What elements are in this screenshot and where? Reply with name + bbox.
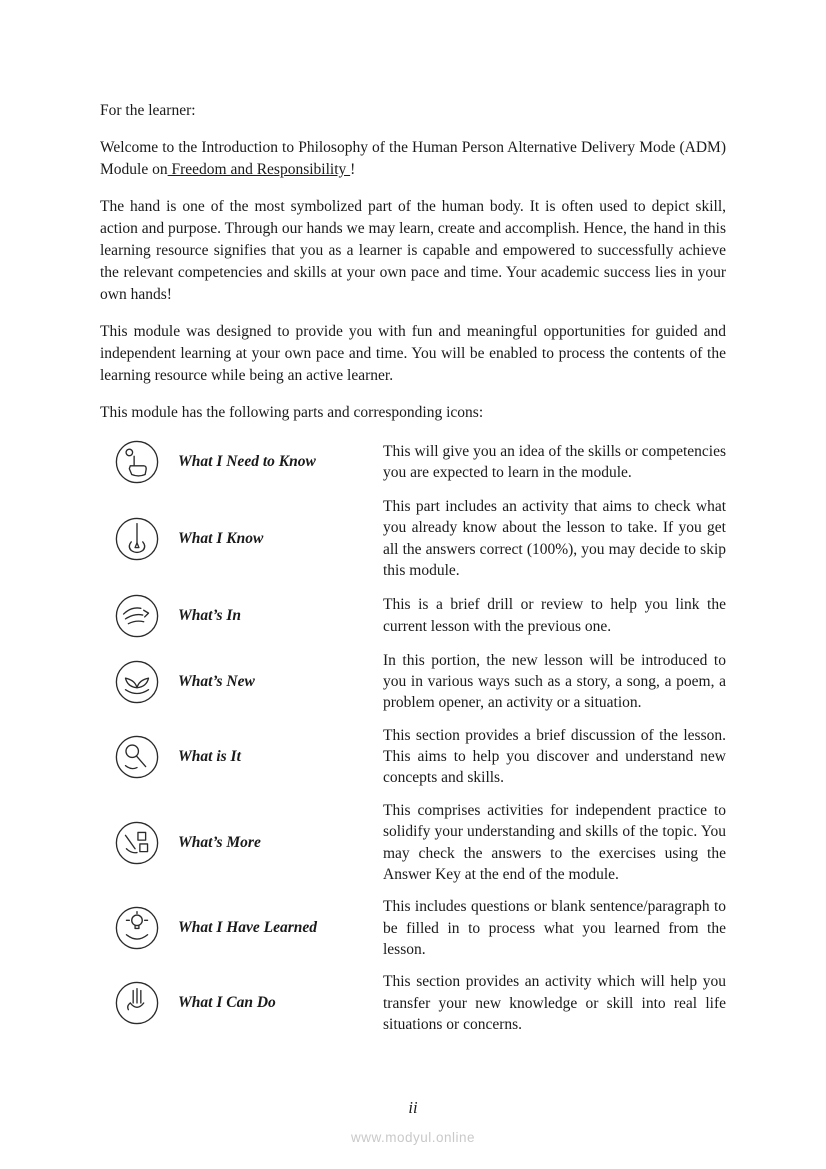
salutation: For the learner:	[100, 102, 196, 119]
paragraph-hand-symbolism: The hand is one of the most symbolized part of the human body. It is often used to depict skill, action and purpose. Through our hands we may learn, create and accomplish. Hence, the hand in this learning resource signifies that you as a learner is capable and empowered to successfully achieve the relevant competencies and skills at your own pace and time. Your academic success lies in your own hands!	[100, 198, 726, 303]
hand-holding-plant-icon	[114, 659, 160, 705]
module-part-row	[100, 896, 726, 960]
module-part-row	[100, 439, 726, 485]
hand-holding-pen-icon	[114, 516, 160, 562]
hand-stacking-blocks-icon	[114, 820, 160, 866]
module-part-row	[100, 971, 726, 1035]
hand-reaching-icon	[114, 593, 160, 639]
magnifying-glass-icon	[114, 734, 160, 780]
part-label: What I Need to Know	[178, 453, 316, 470]
module-parts-table	[100, 439, 726, 1036]
part-description: This will give you an idea of the skills or competencies you are expected to learn in the module.	[383, 442, 726, 481]
part-label: What I Have Learned	[178, 919, 318, 937]
welcome-suffix: !	[350, 161, 356, 178]
part-label: What’s New	[178, 672, 255, 690]
part-description: This section provides a brief discussion of the lesson. This aims to help you discover and understand new concepts and skills.	[383, 726, 726, 787]
module-part-row	[100, 725, 726, 789]
part-label: What’s In	[178, 606, 242, 624]
part-description: This includes questions or blank sentence/paragraph to be filled in to process what you learned from the lesson.	[383, 898, 726, 958]
part-description: This comprises activities for independent practice to solidify your understanding and skills of the topic. You may check the answers to the exercises using the Answer Key at the end of the module.	[383, 801, 726, 883]
page-footer	[0, 1096, 826, 1147]
welcome-paragraph	[100, 137, 726, 181]
part-label: What I Know	[178, 529, 264, 547]
page-number: ii	[408, 1098, 418, 1118]
part-description: This part includes an activity that aims to check what you already know about the lesson to take. If you get all the answers correct (100%), you may decide to skip this module.	[383, 498, 726, 580]
module-part-row	[100, 650, 726, 714]
paragraph-parts-intro: This module has the following parts and corresponding icons:	[100, 404, 484, 421]
part-description: In this portion, the new lesson will be introduced to you in various ways such as a story, a song, a poem, a problem opener, an activity or a situation.	[383, 651, 726, 712]
part-label: What I Can Do	[178, 994, 276, 1012]
part-description: This is a brief drill or review to help you link the current lesson with the previous one.	[383, 596, 726, 635]
welcome-prefix: Welcome to the Introduction to Philosophy of the Human Person Alternative Delivery Mode (ADM) Module on	[100, 139, 726, 178]
part-description: This section provides an activity which will help you transfer your new knowledge or skill into real life situations or concerns.	[383, 973, 726, 1034]
module-part-row	[100, 800, 726, 886]
hand-holding-bulb-icon	[114, 905, 160, 951]
hand-sign-icon	[114, 980, 160, 1026]
part-label: What’s More	[178, 833, 261, 851]
hand-pointing-icon	[114, 439, 160, 485]
module-part-row	[100, 593, 726, 639]
part-label: What is It	[178, 747, 241, 765]
watermark: www.modyul.online	[350, 1129, 476, 1145]
module-part-row	[100, 496, 726, 582]
module-title-underlined: Freedom and Responsibility	[167, 161, 351, 178]
paragraph-module-design: This module was designed to provide you with fun and meaningful opportunities for guided and independent learning at your own pace and time. You will be enabled to process the contents of the learning resource while being an active learner.	[100, 323, 726, 384]
